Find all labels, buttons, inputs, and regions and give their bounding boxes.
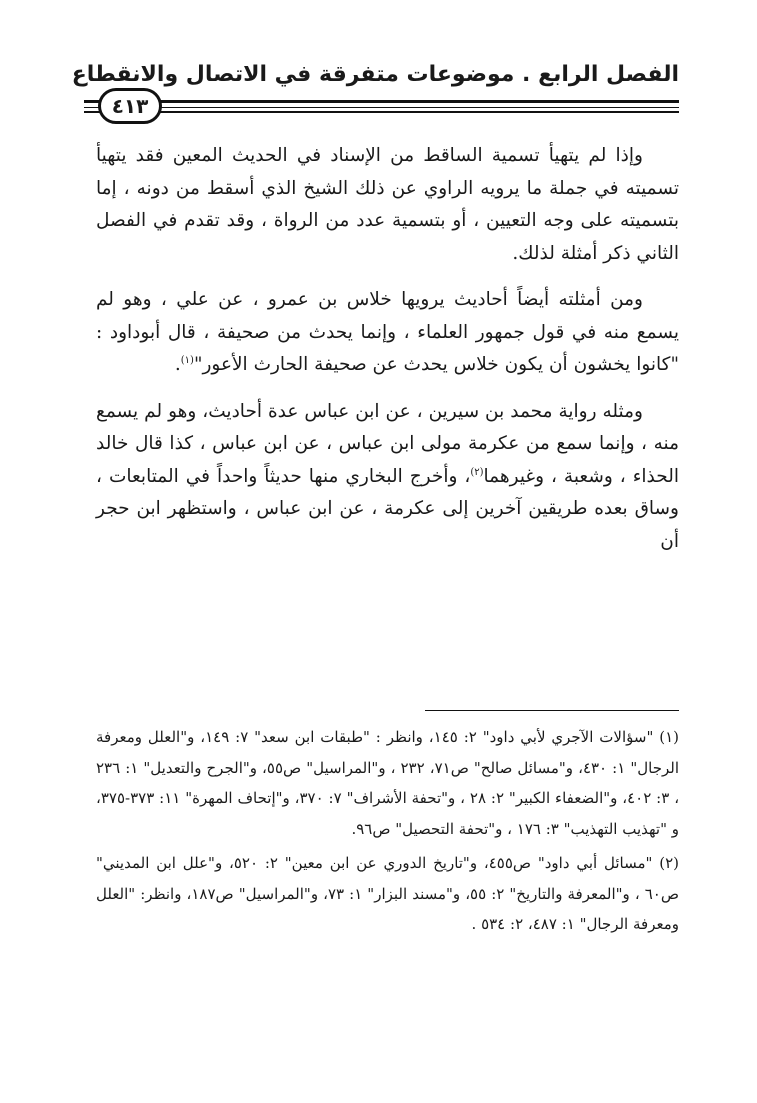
footnotes xyxy=(96,722,679,944)
footnote-separator xyxy=(425,710,679,711)
main-text xyxy=(96,140,679,568)
footnote: (١) "سؤالات الآجري لأبي داود" ٢: ١٤٥، وانظر : "طبقات ابن سعد" ٧: ١٤٩، و"العلل ومعرفة الرجال" ١: ٤٣٠، و"مسائل صالح" ص٧١، ٢٣٢ ، و"المراسيل" ص٥٥، و"الجرح والتعديل" ١: ٢٣٦ ، ٣: ٤٠٢، و"الضعفاء الكبير" ٢: ٢٨ ، و"تحفة الأشراف" ٧: ٣٧٠، و"إتحاف المهرة" ١١: ٣٧٣-٣٧٥، و "تهذيب التهذيب" ٣: ١٧٦ ، و"تحفة التحصيل" ص٩٦. xyxy=(96,728,680,838)
footnote-ref: (١) xyxy=(180,354,194,366)
page-number: ٤١٣ xyxy=(98,88,162,124)
paragraph: وإذا لم يتهيأ تسمية الساقط من الإسناد في الحديث المعين فقد يتهيأ تسميته في جملة ما يرويه الراوي عن ذلك الشيخ الذي أسقط من دونه ، إما بتسميته على وجه التعيين ، أو بتسمية عدد من الرواة ، وقد تقدم في الفصل الثاني ذكر أمثلة لذلك. xyxy=(96,145,679,264)
footnote-ref: (٢) xyxy=(470,466,484,478)
header-left-rule-inner xyxy=(84,111,100,113)
footnote: (٢) "مسائل أبي داود" ص٤٥٥، و"تاريخ الدوري عن ابن معين" ٢: ٥٢٠، و"علل ابن المديني" ص٦٠ ، و"المعرفة والتاريخ" ٢: ٥٥، و"مسند البزار" ١: ٧٣، و"المراسيل" ص١٨٧، وانظر: "العلل ومعرفة الرجال" ١: ٤٨٧، ٢: ٥٣٤ . xyxy=(96,854,679,933)
paragraph xyxy=(96,284,679,382)
paragraph xyxy=(96,396,679,559)
paragraph-text: ومثله رواية محمد بن سيرين ، عن ابن عباس عدة أحاديث، وهو لم يسمع منه ، وإنما سمع من عكرمة مولى ابن عباس ، عن ابن عباس ، كذا قال خالد الحذاء ، وشعبة ، وغيرهما xyxy=(96,400,679,487)
paragraph-text: ومن أمثلته أيضاً أحاديث يرويها خلاس بن عمرو ، عن علي ، وهو لم يسمع منه في قول جمهور العلماء ، وإنما يحدث من صحيفة ، قال أبوداود : "كانوا يخشون أن يكون خلاس يحدث عن صحيفة الحارث الأعور" xyxy=(96,289,679,375)
header-double-rule xyxy=(112,100,679,108)
chapter-title: الفصل الرابع . موضوعات متفرقة في الاتصال والانقطاع xyxy=(71,62,679,87)
paragraph-text-cont: ، وأخرج البخاري منها حديثاً واحداً في المتابعات ، وساق بعده طريقين آخرين إلى عكرمة ، عن ابن عباس ، واستظهر ابن حجر أن xyxy=(96,465,679,552)
paragraph-end: . xyxy=(174,354,181,375)
header-inner-rule xyxy=(112,111,679,113)
